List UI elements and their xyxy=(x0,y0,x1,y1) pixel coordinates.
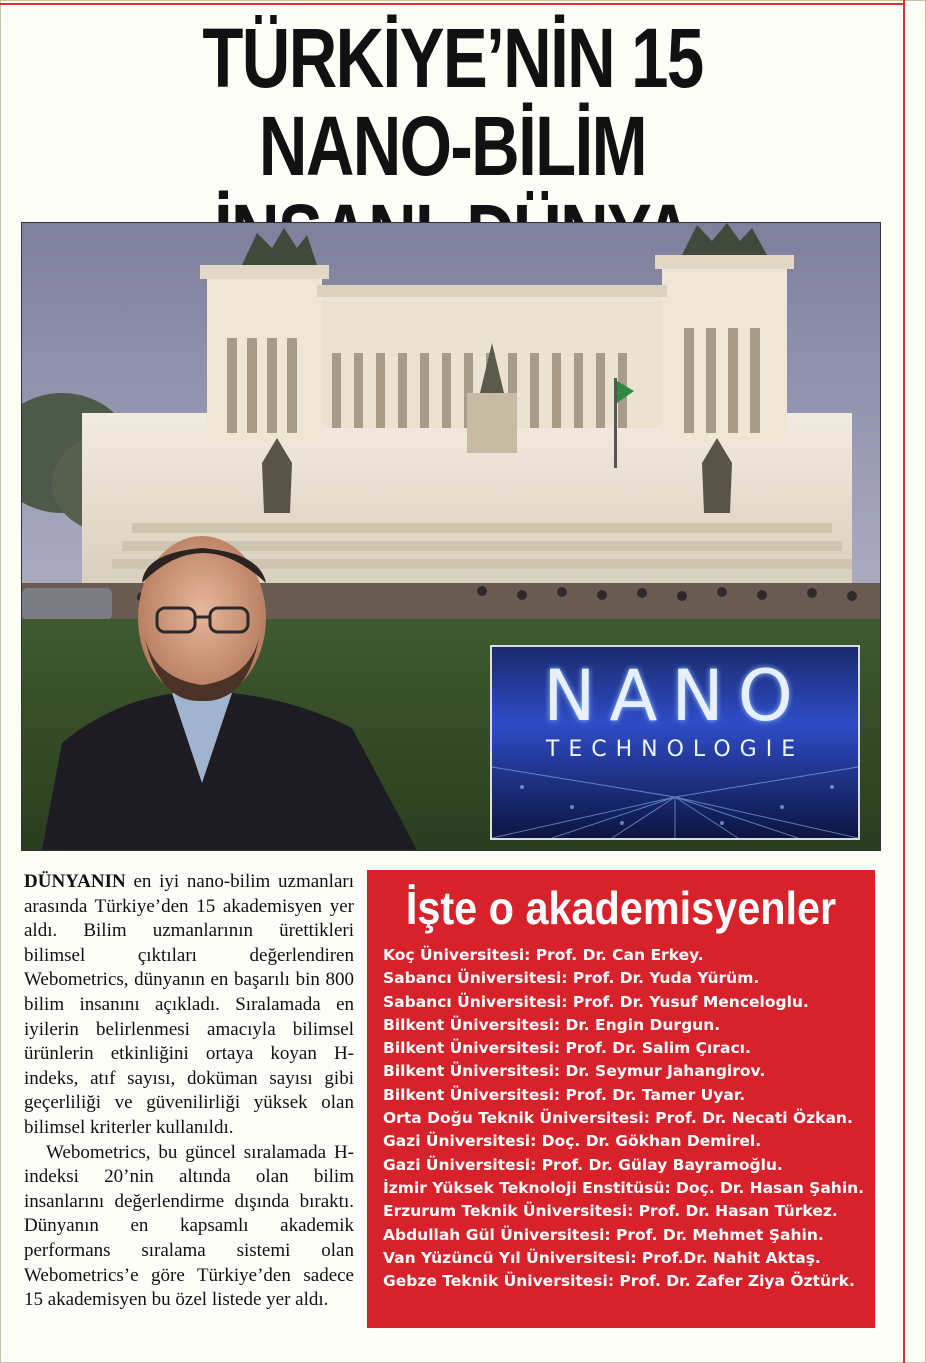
list-item: Bilkent Üniversitesi: Dr. Engin Durgun. xyxy=(383,1015,721,1034)
article-paragraph-2: Webometrics, bu güncel sıralamada H-indeksi 20’nin altında olan bilim insanlarını değerlendirme dışında bıraktı. Dünyanın en kapsamlı akademik performans sıralama sistemi olan Webometrics’e göre Türkiye’den sadece 15 akademisyen bu özel listede yer aldı. xyxy=(24,1141,354,1311)
nano-inset-subtitle: TECHNOLOGIE xyxy=(545,737,805,762)
nano-technology-inset xyxy=(490,645,860,840)
list-item: Abdullah Gül Üniversitesi: Prof. Dr. Mehmet Şahin. xyxy=(383,1225,824,1244)
list-item: Bilkent Üniversitesi: Dr. Seymur Jahangirov. xyxy=(383,1062,766,1081)
article-paragraph-1 xyxy=(24,870,354,1141)
list-item: Van Yüzüncü Yıl Üniversitesi: Prof.Dr. Nahit Aktaş. xyxy=(383,1248,821,1267)
paragraph-1-text: en iyi nano-bilim uzmanları arasında Türkiye’den 15 akademisyen yer aldı. Bilim uzmanlarının ürettikleri bilimsel çıktıları değerlendiren Webometrics, dünyanın en başarılı bin 800 bilim insanını açıkladı. Sıralamada en iyilerin belirlenmesi amacıyla bilimsel ürünlerin etkinliğini ortaya koyan H-indeks, atıf sayısı, doküman sayısı gibi geçerliliği ve güvenilirliği yüksek olan bilimsel kriterler kullanıldı. xyxy=(24,871,354,1138)
list-item: Gazi Üniversitesi: Prof. Dr. Gülay Bayramoğlu. xyxy=(383,1155,783,1174)
academics-box-title: İşte o akademisyenler xyxy=(405,882,837,934)
academics-box xyxy=(367,870,875,1328)
list-item: Gebze Teknik Üniversitesi: Prof. Dr. Zafer Ziya Öztürk. xyxy=(383,1272,855,1291)
academics-list xyxy=(383,944,869,1293)
article-body xyxy=(24,870,354,1313)
headline-line-1: TÜRKİYE’NİN 15 NANO-BİLİM xyxy=(202,11,703,193)
lead-word: DÜNYANIN xyxy=(24,871,126,892)
top-rule xyxy=(0,3,905,5)
list-item: Koç Üniversitesi: Prof. Dr. Can Erkey. xyxy=(383,946,704,964)
right-rule xyxy=(903,0,905,1363)
nano-inset-title: NANO xyxy=(543,655,807,737)
list-item: Erzurum Teknik Üniversitesi: Prof. Dr. Hasan Türkez. xyxy=(383,1202,838,1221)
list-item: Bilkent Üniversitesi: Prof. Dr. Tamer Uyar. xyxy=(383,1085,746,1104)
list-item: Orta Doğu Teknik Üniversitesi: Prof. Dr. Necati Özkan. xyxy=(383,1109,853,1128)
list-item: Sabancı Üniversitesi: Prof. Dr. Yuda Yürüm. xyxy=(383,969,760,988)
list-item: İzmir Yüksek Teknoloji Enstitüsü: Doç. Dr. Hasan Şahin. xyxy=(383,1178,865,1197)
list-item: Sabancı Üniversitesi: Prof. Dr. Yusuf Menceloglu. xyxy=(383,992,809,1011)
list-item: Bilkent Üniversitesi: Prof. Dr. Salim Çıracı. xyxy=(383,1039,751,1058)
list-item: Gazi Üniversitesi: Doç. Dr. Gökhan Demirel. xyxy=(383,1132,762,1151)
